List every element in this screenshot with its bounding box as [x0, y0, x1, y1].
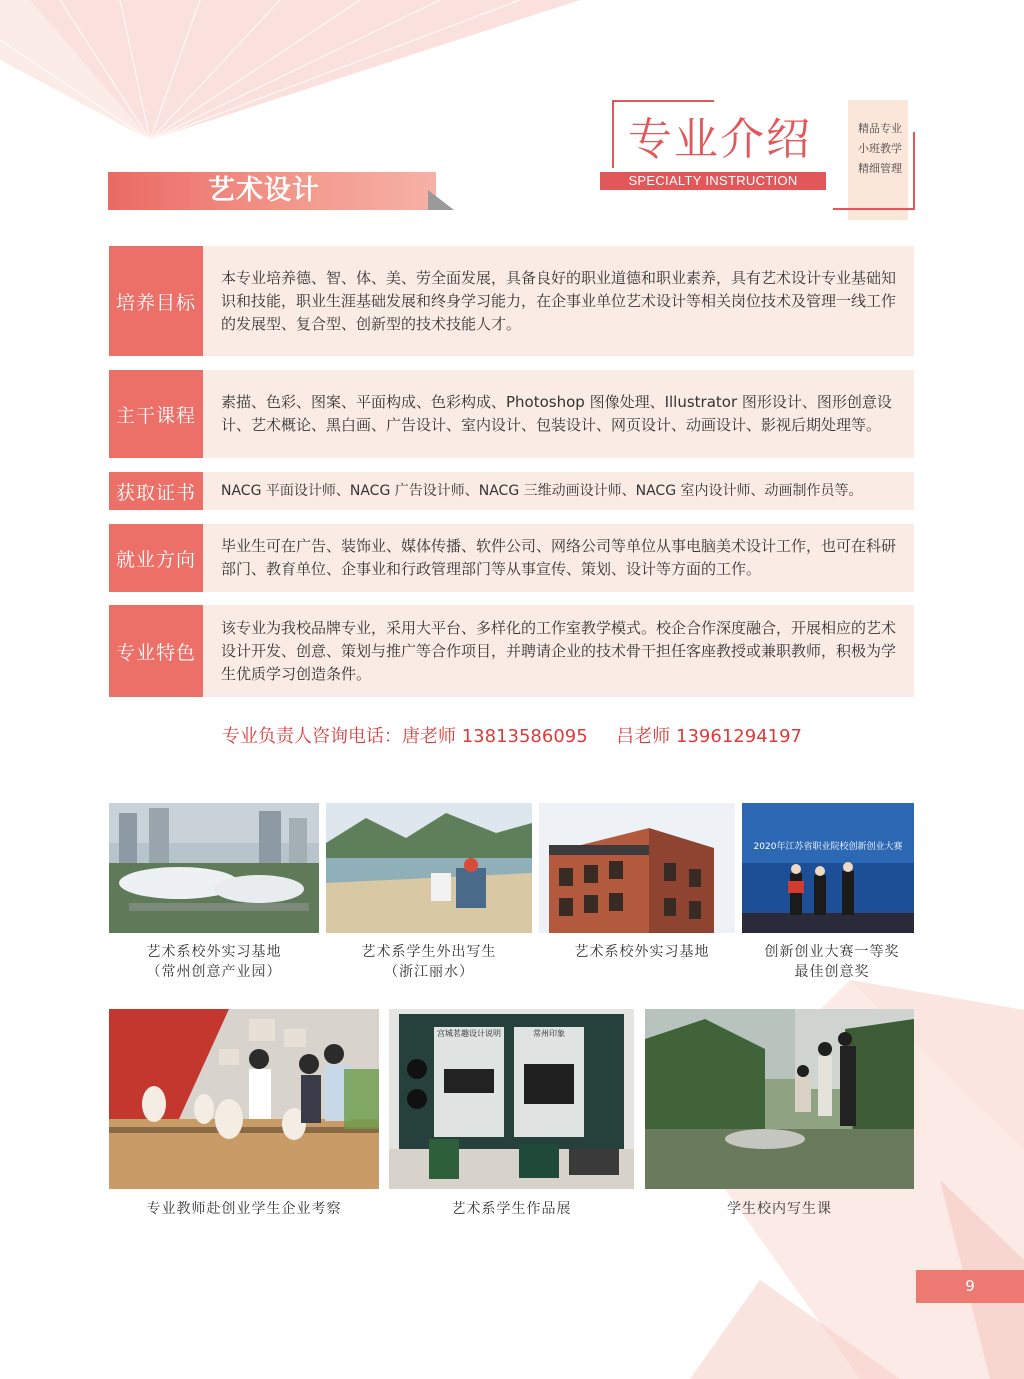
row-text: 该专业为我校品牌专业，采用大平台、多样化的工作室教学模式。校企合作深度融合，开展相应的艺术设计开发、创意、策划与推广等合作项目，并聘请企业的技术骨干担任客座教授或兼职教师，积极为学生优质学习创造条件。 — [221, 618, 897, 683]
section-heading-accent — [428, 190, 454, 210]
contact-phones: 专业负责人咨询电话：唐老师 13813586095 吕老师 13961294197 — [222, 726, 802, 747]
photo-internship-building — [539, 803, 735, 933]
photo-caption: 专业教师赴创业学生企业考察 — [146, 1201, 342, 1217]
row-label: 就业方向 — [109, 524, 203, 592]
row-label: 培养目标 — [109, 246, 203, 356]
photo-caption: 学生校内写生课 — [727, 1201, 832, 1217]
photo-caption: 艺术系学生外出写生 — [361, 944, 497, 960]
page-title: 专业介绍 — [628, 114, 812, 165]
row-text: NACG 平面设计师、NACG 广告设计师、NACG 三维动画设计师、NACG 室内设计师、动画制作员等。 — [221, 482, 863, 499]
tag-item: 小班教学 — [858, 142, 902, 155]
photo-caption-sub: （浙江丽水） — [384, 964, 474, 980]
photo-caption: 创新创业大赛一等奖 — [764, 944, 900, 960]
page-number: 9 — [916, 1270, 1024, 1303]
info-row-courses — [109, 370, 914, 458]
photo-creative-park — [109, 803, 319, 933]
tag-item: 精品专业 — [858, 122, 902, 135]
row-text: 本专业培养德、智、体、美、劳全面发展，具备良好的职业道德和职业素养，具有艺术设计专业基础知识和技能，职业生涯基础发展和终身学习能力，在企事业单位艺术设计等相关岗位技术及管理一线工作的发展型、复合型、创新型的技术技能人才。 — [221, 268, 897, 333]
row-text: 毕业生可在广告、装饰业、媒体传播、软件公司、网络公司等单位从事电脑美术设计工作，也可在科研部门、教育单位、企事业和行政管理部门等从事宣传、策划、设计等方面的工作。 — [221, 537, 897, 578]
photo-caption: 艺术系校外实习基地 — [574, 944, 710, 960]
photo-campus-sketching — [645, 1009, 914, 1189]
page-subtitle: SPECIALTY INSTRUCTION — [600, 172, 826, 190]
award-banner-text: 2020年江苏省职业院校创新创业大赛 — [753, 842, 903, 852]
tags-panel-border-bottom — [833, 208, 915, 210]
photo-caption: 艺术系学生作品展 — [451, 1201, 572, 1217]
exhibit-board-text: 宫城茗趣设计说明 — [437, 1029, 501, 1038]
tags-panel — [848, 100, 908, 220]
row-text: 素描、色彩、图案、平面构成、色彩构成、Photoshop 图像处理、Illustrator 图形设计、图形创意设计、艺术概论、黑白画、广告设计、室内设计、包装设计、网页设计、动画设计、影视后期处理等。 — [221, 393, 892, 434]
info-row-goal — [109, 246, 914, 356]
photo-teacher-visit — [109, 1009, 379, 1189]
row-label: 获取证书 — [109, 472, 203, 510]
photo-award-stage — [742, 803, 914, 933]
section-heading — [108, 172, 436, 210]
section-title: 艺术设计 — [208, 175, 320, 206]
info-row-features — [109, 605, 914, 697]
photo-caption-sub: （常州创意产业园） — [146, 964, 282, 980]
info-row-employment — [109, 524, 914, 592]
row-label: 专业特色 — [109, 605, 203, 697]
row-label: 主干课程 — [109, 370, 203, 458]
tag-item: 精细管理 — [858, 162, 902, 175]
info-row-certificates — [109, 472, 914, 510]
tags-panel-border — [913, 132, 915, 210]
exhibit-board-text: 常州印象 — [533, 1029, 565, 1038]
photo-caption: 艺术系校外实习基地 — [146, 944, 282, 960]
photo-student-exhibition — [389, 1009, 634, 1189]
photo-caption-sub: 最佳创意奖 — [794, 964, 870, 980]
photo-sketching-trip — [326, 803, 532, 933]
